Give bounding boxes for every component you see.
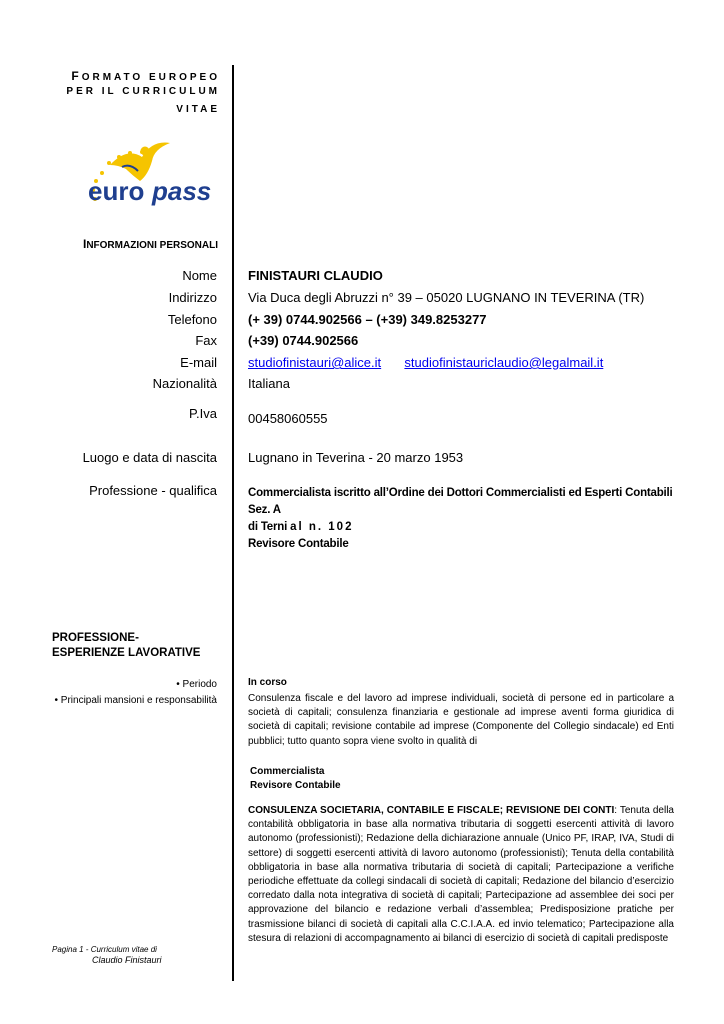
europass-logo bbox=[82, 135, 222, 210]
value-piva: 00458060555 bbox=[248, 411, 328, 426]
value-periodo: In corso bbox=[248, 677, 287, 688]
role-revisore: Revisore Contabile bbox=[250, 780, 341, 791]
europass-logo-pass-text: pass bbox=[152, 176, 212, 206]
section-personal-info: INFORMAZIONI PERSONALI bbox=[82, 237, 218, 251]
cv-header-line-1: FORMATO EUROPEO bbox=[71, 69, 220, 83]
professione-line-2: di Terni al n. 102 bbox=[248, 521, 354, 533]
label-nascita: Luogo e data di nascita bbox=[82, 450, 217, 465]
label-fax: Fax bbox=[195, 333, 217, 348]
label-professione: Professione - qualifica bbox=[89, 483, 217, 498]
label-piva: P.Iva bbox=[189, 406, 217, 421]
value-professione bbox=[248, 485, 678, 553]
professione-line-3: Revisore Contabile bbox=[248, 538, 349, 550]
label-telefono: Telefono bbox=[167, 312, 217, 327]
value-fax: (+39) 0744.902566 bbox=[248, 333, 359, 348]
label-periodo: • Periodo bbox=[176, 679, 217, 690]
value-nazionalita: Italiana bbox=[248, 376, 290, 391]
value-telefono: (+ 39) 0744.902566 – (+39) 349.8253277 bbox=[248, 312, 487, 327]
value-indirizzo: Via Duca degli Abruzzi n° 39 – 05020 LUGNANO IN TEVERINA (TR) bbox=[248, 290, 645, 305]
europass-logo-euro-text: euro bbox=[88, 176, 145, 206]
column-divider bbox=[232, 65, 234, 981]
cv-header-line-3: VITAE bbox=[176, 104, 220, 115]
experience-roles bbox=[250, 765, 341, 793]
page-footer bbox=[52, 945, 162, 965]
value-nascita: Lugnano in Teverina - 20 marzo 1953 bbox=[248, 450, 464, 465]
consulenza-title: CONSULENZA SOCIETARIA, CONTABILE E FISCALE; REVISIONE DEI CONTI bbox=[248, 805, 615, 816]
label-mansioni: • Principali mansioni e responsabilità bbox=[54, 695, 217, 706]
label-indirizzo: Indirizzo bbox=[168, 290, 217, 305]
section-experience: PROFESSIONE- ESPERIENZE LAVORATIVE bbox=[52, 632, 201, 659]
label-nome: Nome bbox=[182, 268, 217, 283]
experience-description: Consulenza fiscale e del lavoro ad imprese individuali, società di persone ed in particolare a società di capitali; consulenza finanziaria e gestionale ad imprese aventi forma giuridica di società di capitali; revisione contabile ad imprese (Componente del Collegio sindacale) ed Enti pubblici; tutto quanto sopra viene svolto in qualità di bbox=[248, 693, 674, 747]
label-nazionalita: Nazionalità bbox=[152, 376, 217, 391]
cv-header-line-2: PER IL CURRICULUM bbox=[66, 86, 220, 97]
consulenza-paragraph bbox=[248, 804, 674, 946]
label-email: E-mail bbox=[180, 355, 217, 370]
value-email bbox=[248, 355, 603, 370]
footer-line-1: Pagina 1 - Curriculum vitae di bbox=[52, 945, 157, 954]
footer-line-2: Claudio Finistauri bbox=[92, 955, 162, 965]
email-link-legalmail[interactable]: studiofinistauriclaudio@legalmail.it bbox=[404, 355, 604, 370]
role-commercialista: Commercialista bbox=[250, 766, 325, 777]
consulenza-text: : Tenuta della contabilità obbligatoria in base alla normativa tributaria di soggetti esercenti attività di lavoro autonomo (professionisti); Redazione della dichiarazione annuale (Unico PF, IRAP, IVA, Studi di settore) di soggetti esercenti attività di lavoro autonomo (professionisti); Tenuta della contabilità obbligatoria in base alla normativa tributaria di società di capitali; Partecipazione a verifiche periodiche effettuate da collegi sindacali di società di capitali; Redazione del bilancio d’esercizio corredato dalla nota integrativa di società di capitali; Partecipazione ad assemblee dei soci per approvazione del bilancio e redazione verbali d’assemblea; Predisposizione pratiche per trasmissione bilanci di società di capitali alla C.C.I.A.A. ed invio telematico; Partecipazione alla stesura di relazioni di accompagnamento ai bilanci di esercizio di società di capitali predisposte bbox=[248, 805, 674, 944]
value-nome: FINISTAURI CLAUDIO bbox=[248, 268, 383, 283]
professione-line-1: Commercialista iscritto all’Ordine dei Dottori Commercialisti ed Esperti Contabili Sez. A bbox=[248, 487, 673, 516]
email-link-alice[interactable]: studiofinistauri@alice.it bbox=[248, 355, 382, 370]
